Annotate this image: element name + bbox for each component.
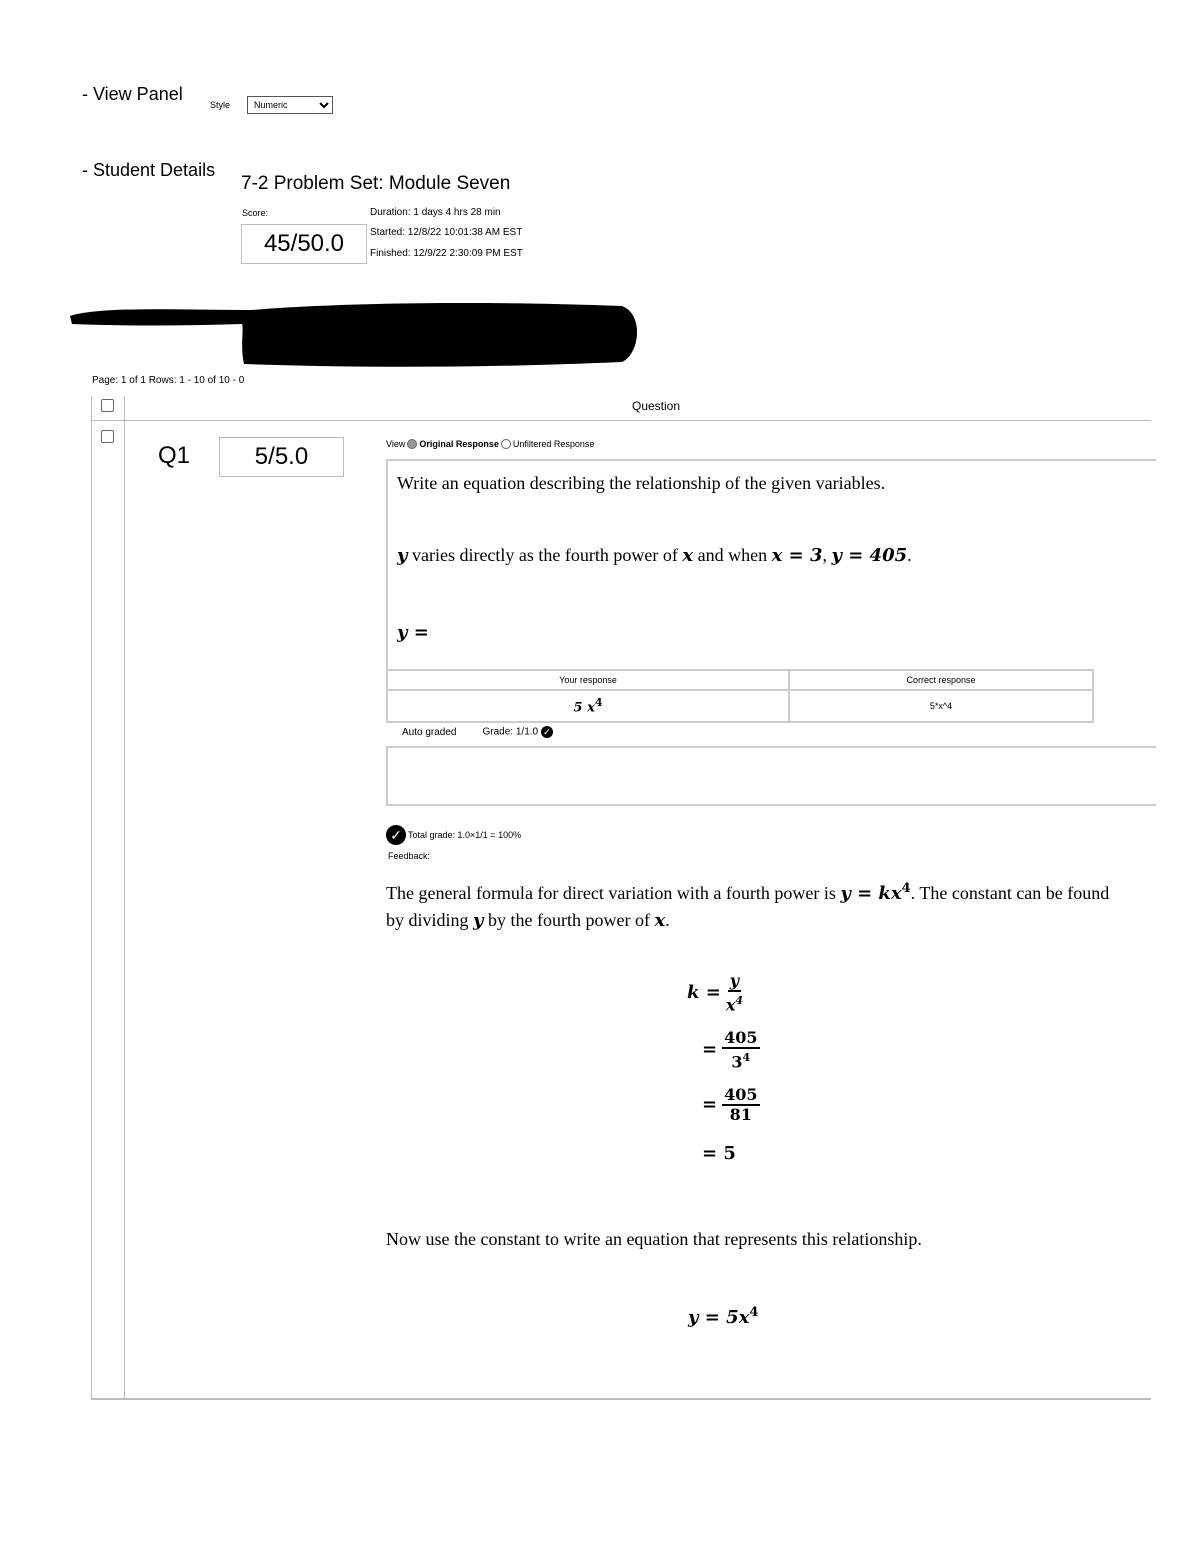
check-icon: ✓ xyxy=(541,726,553,738)
statement-part: , xyxy=(822,545,832,565)
var-x: x xyxy=(682,545,694,566)
fraction xyxy=(722,1029,759,1071)
row-divider xyxy=(91,420,1151,421)
question-score: 5/5.0 xyxy=(219,437,344,477)
auto-graded-label: Auto graded xyxy=(402,726,457,738)
k-equals: k = xyxy=(687,981,721,1003)
feedback-part: . xyxy=(665,910,670,930)
grade-value xyxy=(483,726,553,738)
style-select[interactable] xyxy=(247,96,333,114)
statement-end: . xyxy=(907,545,912,565)
started-text: Started: 12/8/22 10:01:38 AM EST xyxy=(370,227,523,238)
var-y: y xyxy=(397,545,408,566)
your-response-text: 5 x xyxy=(573,700,595,716)
finished-text: Finished: 12/9/22 2:30:09 PM EST xyxy=(370,248,523,259)
den-base: 3 xyxy=(731,1052,743,1072)
question-statement xyxy=(397,545,912,566)
original-response-radio[interactable] xyxy=(407,439,417,449)
view-panel-toggle[interactable]: - View Panel xyxy=(82,84,183,104)
unfiltered-response-radio[interactable] xyxy=(501,439,511,449)
select-all-checkbox[interactable] xyxy=(101,399,114,412)
feedback-instruction: Now use the constant to write an equation that represents this relationship. xyxy=(386,1229,922,1249)
equation-step-1 xyxy=(687,972,743,1014)
grade-text: Grade: 1/1.0 xyxy=(482,726,539,738)
total-grade-text: Total grade: 1.0×1/1 = 100% xyxy=(408,830,522,840)
final-equation-exp: 4 xyxy=(749,1305,759,1320)
statement-part: and when xyxy=(693,545,772,565)
denominator xyxy=(731,1049,750,1071)
your-response-exp: 4 xyxy=(594,696,603,710)
equals-sign: = xyxy=(702,1093,718,1115)
feedback-part: by dividing xyxy=(386,910,474,930)
pager-text: Page: 1 of 1 Rows: 1 - 10 of 10 - 0 xyxy=(92,375,245,386)
equation-step-2 xyxy=(702,1029,760,1071)
student-details-toggle[interactable]: - Student Details xyxy=(82,160,216,180)
redaction-mark xyxy=(62,296,642,370)
den-exp: 4 xyxy=(735,994,744,1007)
final-equation xyxy=(688,1305,758,1328)
statement-part: varies directly as the fourth power of xyxy=(407,545,683,565)
your-response-value xyxy=(387,690,789,722)
feedback-part: The general formula for direct variation with a fourth power is xyxy=(386,883,841,903)
eq-x3: x = 3 xyxy=(771,545,823,566)
feedback-label: Feedback: xyxy=(388,851,431,861)
view-options xyxy=(386,439,594,449)
var-x: x xyxy=(654,910,666,931)
denominator: 81 xyxy=(729,1105,752,1124)
total-grade xyxy=(386,825,521,845)
fraction xyxy=(722,1086,759,1124)
correct-response-header: Correct response xyxy=(789,670,1093,690)
feedback-part: by the fourth power of xyxy=(483,910,655,930)
eq-y405: y = 405 xyxy=(831,545,908,566)
var-y: y xyxy=(473,910,484,931)
comment-box xyxy=(386,746,1156,806)
equation-step-4: = 5 xyxy=(702,1143,736,1164)
question-number: Q1 xyxy=(158,442,191,469)
grade-row xyxy=(402,726,553,738)
feedback-part: . The constant can be found xyxy=(910,883,1110,903)
fraction xyxy=(726,972,743,1014)
unfiltered-response-label[interactable]: Unfiltered Response xyxy=(512,439,595,449)
duration-text: Duration: 1 days 4 hrs 28 min xyxy=(370,207,501,218)
feedback-text xyxy=(386,875,1146,934)
numerator: 405 xyxy=(724,1028,758,1047)
correct-response-value: 5*x^4 xyxy=(789,690,1093,722)
equation-step-3 xyxy=(702,1086,760,1124)
your-response-header: Your response xyxy=(387,670,789,690)
total-score: 45/50.0 xyxy=(241,224,367,264)
feedback-formula-exp: 4 xyxy=(901,881,911,896)
equals-sign: = xyxy=(702,1038,718,1060)
view-label: View xyxy=(386,439,406,449)
numerator: y xyxy=(729,971,740,990)
table-header-row xyxy=(91,396,1151,421)
score-label: Score: xyxy=(242,208,269,218)
feedback-formula: y = kx xyxy=(840,883,902,904)
final-equation-text: y = 5x xyxy=(688,1307,750,1328)
question-column-header: Question xyxy=(632,399,681,413)
style-label: Style xyxy=(210,100,231,110)
row-checkbox[interactable] xyxy=(101,430,114,443)
column-divider xyxy=(124,396,125,1400)
numerator: 405 xyxy=(724,1085,758,1104)
assessment-title: 7-2 Problem Set: Module Seven xyxy=(241,173,511,194)
denominator xyxy=(726,992,743,1014)
question-prompt: Write an equation describing the relationship of the given variables. xyxy=(397,473,886,493)
response-table xyxy=(386,669,1094,723)
answer-prompt: y = xyxy=(397,622,429,643)
original-response-label[interactable]: Original Response xyxy=(419,439,499,449)
den-base: x xyxy=(725,995,736,1015)
den-exp: 4 xyxy=(742,1051,751,1064)
check-circle-icon: ✓ xyxy=(386,825,406,845)
